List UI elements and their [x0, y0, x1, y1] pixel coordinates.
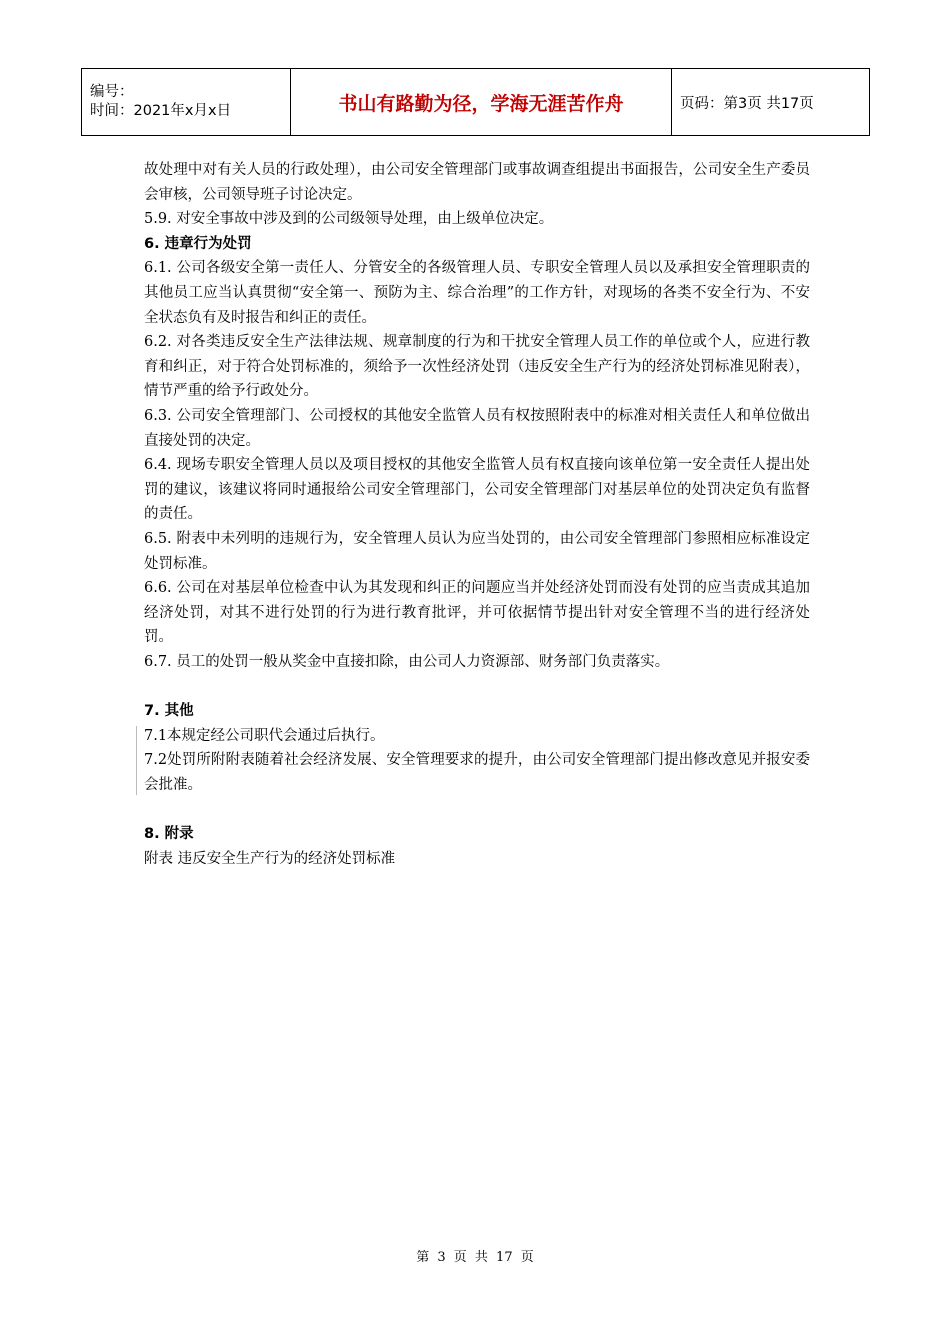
revision-bar-block [144, 724, 810, 798]
section-heading-6: 6. 违章行为处罚 [144, 235, 252, 252]
paragraph-5-9: 5.9. 对安全事故中涉及到的公司级领导处理，由上级单位决定。 [144, 211, 554, 228]
paragraph-6-3: 6.3. 公司安全管理部门、公司授权的其他安全监管人员有权按照附表中的标准对相关责任人和单位做出直接处罚的决定。 [144, 407, 810, 449]
paragraph-6-2: 6.2. 对各类违反安全生产法律法规、规章制度的行为和干扰安全管理人员工作的单位或个人，应进行教育和纠正，对于符合处罚标准的，须给予一次性经济处罚（违反安全生产行为的经济处罚标准见附表），情节严重的给予行政处分。 [144, 334, 810, 400]
appendix-item: 附表 违反安全生产行为的经济处罚标准 [144, 850, 396, 867]
page-footer: 第 3 页 共 17 页 [416, 1250, 534, 1265]
section-heading-7: 7. 其他 [144, 703, 194, 720]
paragraph-6-6: 6.6. 公司在对基层单位检查中认为其发现和纠正的问题应当并处经济处罚而没有处罚的应当责成其追加经济处罚，对其不进行处罚的行为进行教育批评，并可依据情节提出针对安全管理不当的进行经济处罚。 [144, 580, 810, 646]
paragraph-6-5: 6.5. 附表中未列明的违规行为，安全管理人员认为应当处罚的，由公司安全管理部门参照相应标准设定处罚标准。 [144, 530, 810, 572]
document-time-label: 时间：2021年x月x日 [90, 103, 232, 119]
document-body [144, 158, 810, 871]
header-meta-cell [82, 69, 291, 136]
paragraph-6-1: 6.1. 公司各级安全第一责任人、分管安全的各级管理人员、专职安全管理人员以及承担安全管理职责的其他员工应当认真贯彻“安全第一、预防为主、综合治理”的工作方针，对现场的各类不安全行为、不安全状态负有及时报告和纠正的责任。 [144, 260, 810, 326]
spacer [144, 797, 810, 822]
paragraph-7-1: 7.1本规定经公司职代会通过后执行。 [144, 727, 385, 744]
paragraph-6-7: 6.7. 员工的处罚一般从奖金中直接扣除，由公司人力资源部、财务部门负责落实。 [144, 653, 670, 670]
paragraph-7-2: 7.2处罚所附附表随着社会经济发展、安全管理要求的提升，由公司安全管理部门提出修改意见并报安委会批准。 [144, 752, 810, 793]
header-motto: 书山有路勤为径，学海无涯苦作舟 [291, 69, 672, 136]
section-heading-8: 8. 附录 [144, 826, 194, 843]
document-number-label: 编号： [90, 84, 134, 100]
paragraph-6-4: 6.4. 现场专职安全管理人员以及项目授权的其他安全监管人员有权直接向该单位第一安全责任人提出处罚的建议，该建议将同时通报给公司安全管理部门，公司安全管理部门对基层单位的处罚决定负有监督的责任。 [144, 457, 810, 523]
header-page-info: 页码：第3页 共17页 [672, 69, 870, 136]
paragraph-5-8-continued: 故处理中对有关人员的行政处理），由公司安全管理部门或事故调查组提出书面报告，公司安全生产委员会审核，公司领导班子讨论决定。 [144, 162, 810, 203]
document-header [81, 68, 870, 136]
spacer [144, 674, 810, 699]
